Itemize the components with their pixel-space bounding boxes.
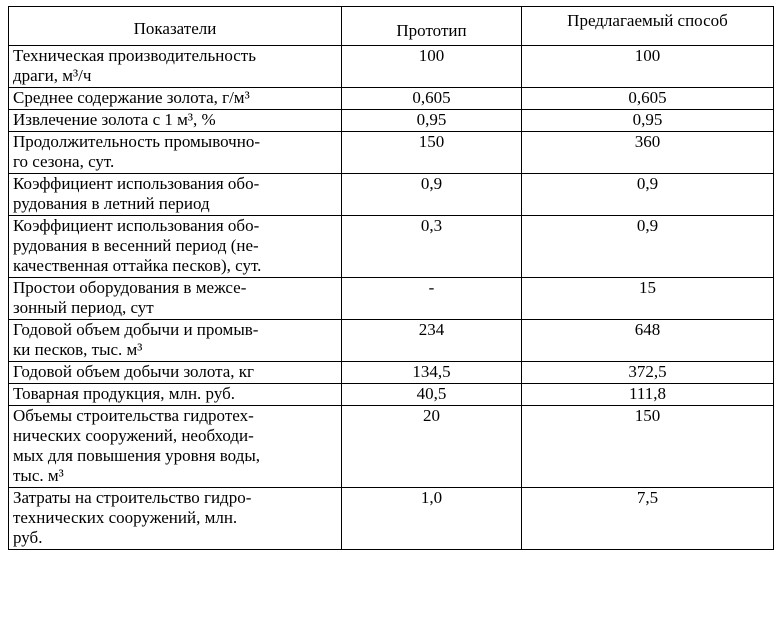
proposed-value: 0,9 [522,174,774,216]
table-row [9,362,774,384]
indicator-cell [9,88,342,110]
indicator-text-line: Техническая производительность [13,46,256,65]
proposed-value: 648 [522,320,774,362]
table-header-row [9,7,774,46]
indicator-text-line: Извлечение золота с 1 м³, % [13,110,216,129]
indicator-text-line: Затраты на строительство гидро- [13,488,252,507]
proposed-value: 0,9 [522,216,774,278]
indicator-text-line: мых для повышения уровня воды, [13,446,261,465]
prototype-value: 150 [342,132,522,174]
table-body [9,46,774,550]
indicator-text-line: Годовой объем добычи золота, кг [13,362,255,381]
header-proposed-method: Предлагаемый способ [522,7,774,46]
indicator-cell [9,488,342,550]
prototype-value: 0,9 [342,174,522,216]
header-prototype: Прототип [342,7,522,46]
comparison-table [8,6,774,550]
prototype-value: 20 [342,406,522,488]
proposed-value: 360 [522,132,774,174]
prototype-value: 0,605 [342,88,522,110]
indicator-cell [9,406,342,488]
indicator-text-line: тыс. м³ [13,466,64,485]
indicator-text-line: Коэффициент использования обо- [13,216,260,235]
indicator-text-line: драги, м³/ч [13,66,92,85]
indicator-cell [9,132,342,174]
proposed-value: 0,95 [522,110,774,132]
proposed-value: 372,5 [522,362,774,384]
indicator-cell [9,362,342,384]
indicator-cell [9,46,342,88]
indicator-text-line: Объемы строительства гидротех- [13,406,254,425]
indicator-cell [9,216,342,278]
prototype-value: 1,0 [342,488,522,550]
prototype-value: 100 [342,46,522,88]
indicator-text-line: нических сооружений, необходи- [13,426,254,445]
table-row [9,216,774,278]
indicator-text-line: Среднее содержание золота, г/м³ [13,88,250,107]
prototype-value: - [342,278,522,320]
indicator-text-line: рудования в весенний период (не- [13,236,259,255]
indicator-cell [9,110,342,132]
indicator-text-line: технических сооружений, млн. [13,508,238,527]
prototype-value: 40,5 [342,384,522,406]
indicator-cell [9,278,342,320]
indicator-text-line: Продолжительность промывочно- [13,132,260,151]
proposed-value: 150 [522,406,774,488]
proposed-value: 7,5 [522,488,774,550]
table-row [9,488,774,550]
table-row [9,110,774,132]
table-row [9,406,774,488]
indicator-text-line: руб. [13,528,43,547]
prototype-value: 134,5 [342,362,522,384]
proposed-value: 0,605 [522,88,774,110]
proposed-value: 100 [522,46,774,88]
table-row [9,174,774,216]
prototype-value: 234 [342,320,522,362]
indicator-text-line: Годовой объем добычи и промыв- [13,320,259,339]
indicator-text-line: го сезона, сут. [13,152,115,171]
indicator-text-line: Коэффициент использования обо- [13,174,260,193]
indicator-cell [9,174,342,216]
table-row [9,46,774,88]
table-row [9,132,774,174]
proposed-value: 15 [522,278,774,320]
indicator-text-line: качественная оттайка песков), сут. [13,256,262,275]
document-page [8,6,774,550]
indicator-cell [9,384,342,406]
indicator-cell [9,320,342,362]
prototype-value: 0,95 [342,110,522,132]
proposed-value: 111,8 [522,384,774,406]
indicator-text-line: зонный период, сут [13,298,154,317]
table-row [9,278,774,320]
header-indicators: Показатели [9,7,342,46]
prototype-value: 0,3 [342,216,522,278]
table-row [9,384,774,406]
table-row [9,320,774,362]
table-row [9,88,774,110]
indicator-text-line: Товарная продукция, млн. руб. [13,384,235,403]
indicator-text-line: рудования в летний период [13,194,210,213]
indicator-text-line: ки песков, тыс. м³ [13,340,143,359]
indicator-text-line: Простои оборудования в межсе- [13,278,247,297]
